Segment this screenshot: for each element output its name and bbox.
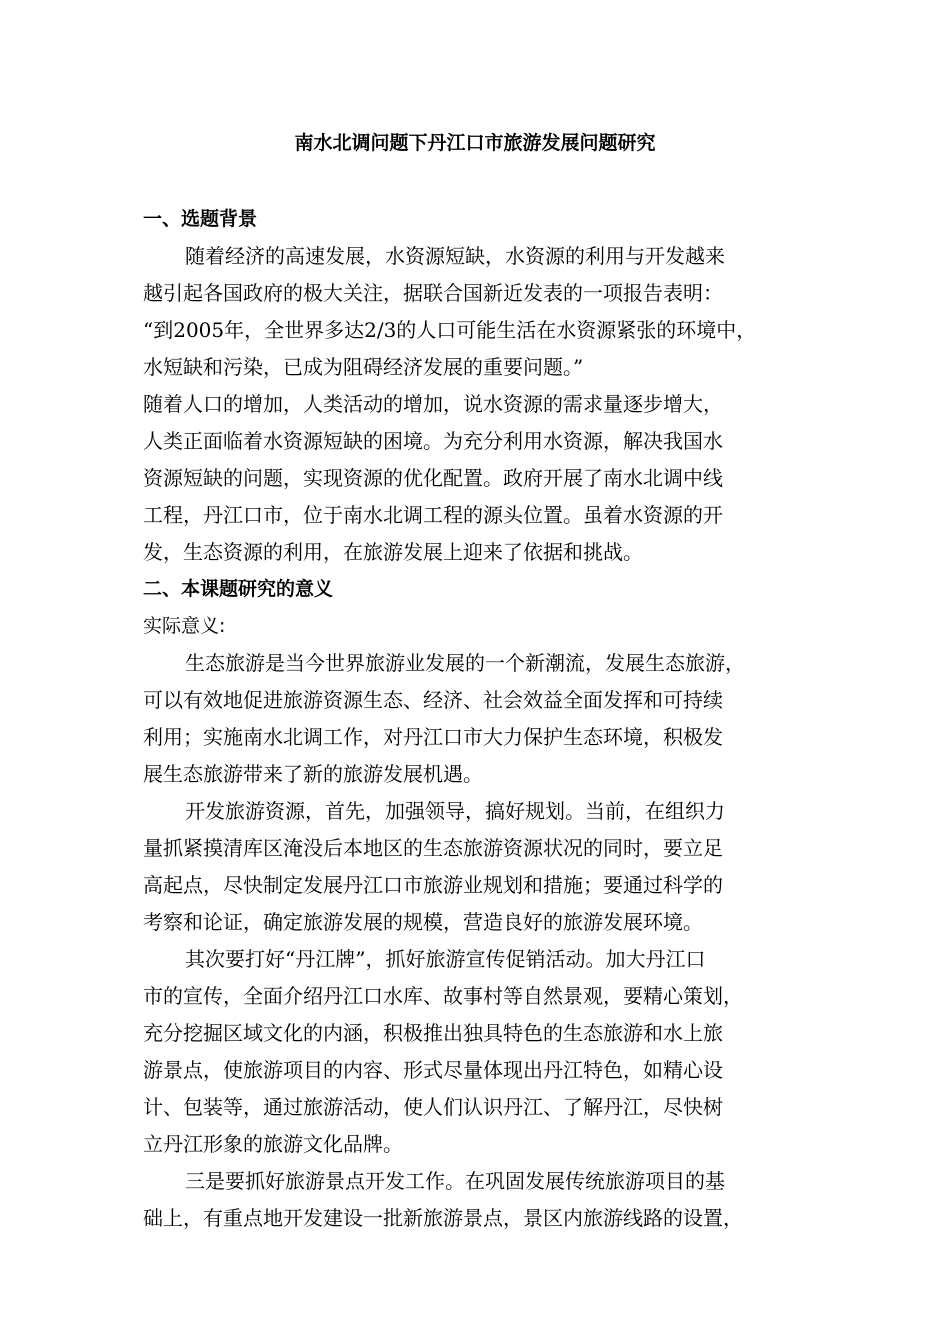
- paragraph-line: 可以有效地促进旅游资源生态、经济、社会效益全面发挥和可持续: [143, 688, 723, 712]
- paragraph-line: 三是要抓好旅游景点开发工作。在巩固发展传统旅游项目的基: [185, 1169, 725, 1193]
- paragraph-line: 计、包装等，通过旅游活动，使人们认识丹江、了解丹江，尽快树: [143, 1095, 723, 1119]
- section-heading-significance: 二、本课题研究的意义: [143, 578, 334, 600]
- paragraph-line: 量抓紧摸清库区淹没后本地区的生态旅游资源状况的同时，要立足: [143, 836, 723, 860]
- paragraph-line: 人类正面临着水资源短缺的困境。为充分利用水资源，解决我国水: [143, 429, 723, 453]
- paragraph-line: 游景点，使旅游项目的内容、形式尽量体现出丹江特色，如精心设: [143, 1058, 723, 1082]
- paragraph-line: 高起点，尽快制定发展丹江口市旅游业规划和措施；要通过科学的: [143, 873, 723, 897]
- paragraph-line: 立丹江形象的旅游文化品牌。: [143, 1132, 403, 1156]
- paragraph-line: 开发旅游资源，首先，加强领导，搞好规划。当前，在组织力: [185, 799, 725, 823]
- paragraph-line: 随着人口的增加，人类活动的增加，说水资源的需求量逐步增大，: [143, 392, 723, 416]
- paragraph-line: 发，生态资源的利用，在旅游发展上迎来了依据和挑战。: [143, 540, 643, 564]
- paragraph-line: 工程，丹江口市，位于南水北调工程的源头位置。虽着水资源的开: [143, 503, 723, 527]
- paragraph-line: 其次要打好“丹江牌”，抓好旅游宣传促销活动。加大丹江口: [185, 947, 706, 971]
- paragraph-line: 水短缺和污染，已成为阻碍经济发展的重要问题。”: [143, 355, 584, 379]
- paragraph-line: “到2005年，全世界多达2/3的人口可能生活在水资源紧张的环境中，: [143, 318, 757, 342]
- paragraph-line: 充分挖掘区域文化的内涵，积极推出独具特色的生态旅游和水上旅: [143, 1021, 723, 1045]
- paragraph-line: 随着经济的高速发展，水资源短缺，水资源的利用与开发越来: [185, 244, 725, 268]
- paragraph-line: 资源短缺的问题，实现资源的优化配置。政府开展了南水北调中线: [143, 466, 723, 490]
- paragraph-line: 展生态旅游带来了新的旅游发展机遇。: [143, 762, 483, 786]
- subsection-heading-practical: 实际意义:: [143, 615, 226, 637]
- paragraph-line: 市的宣传，全面介绍丹江口水库、故事村等自然景观，要精心策划，: [143, 984, 743, 1008]
- paragraph-line: 础上，有重点地开发建设一批新旅游景点，景区内旅游线路的设置，: [143, 1206, 743, 1230]
- paragraph-line: 越引起各国政府的极大关注，据联合国新近发表的一项报告表明：: [143, 281, 723, 305]
- section-heading-background: 一、选题背景: [143, 208, 258, 230]
- paragraph-line: 利用；实施南水北调工作，对丹江口市大力保护生态环境，积极发: [143, 725, 723, 749]
- document-body: [143, 201, 843, 1237]
- document-title: 南水北调问题下丹江口市旅游发展问题研究: [294, 132, 656, 154]
- paragraph-line: 生态旅游是当今世界旅游业发展的一个新潮流，发展生态旅游，: [185, 651, 745, 675]
- paragraph-line: 考察和论证，确定旅游发展的规模，营造良好的旅游发展环境。: [143, 910, 703, 934]
